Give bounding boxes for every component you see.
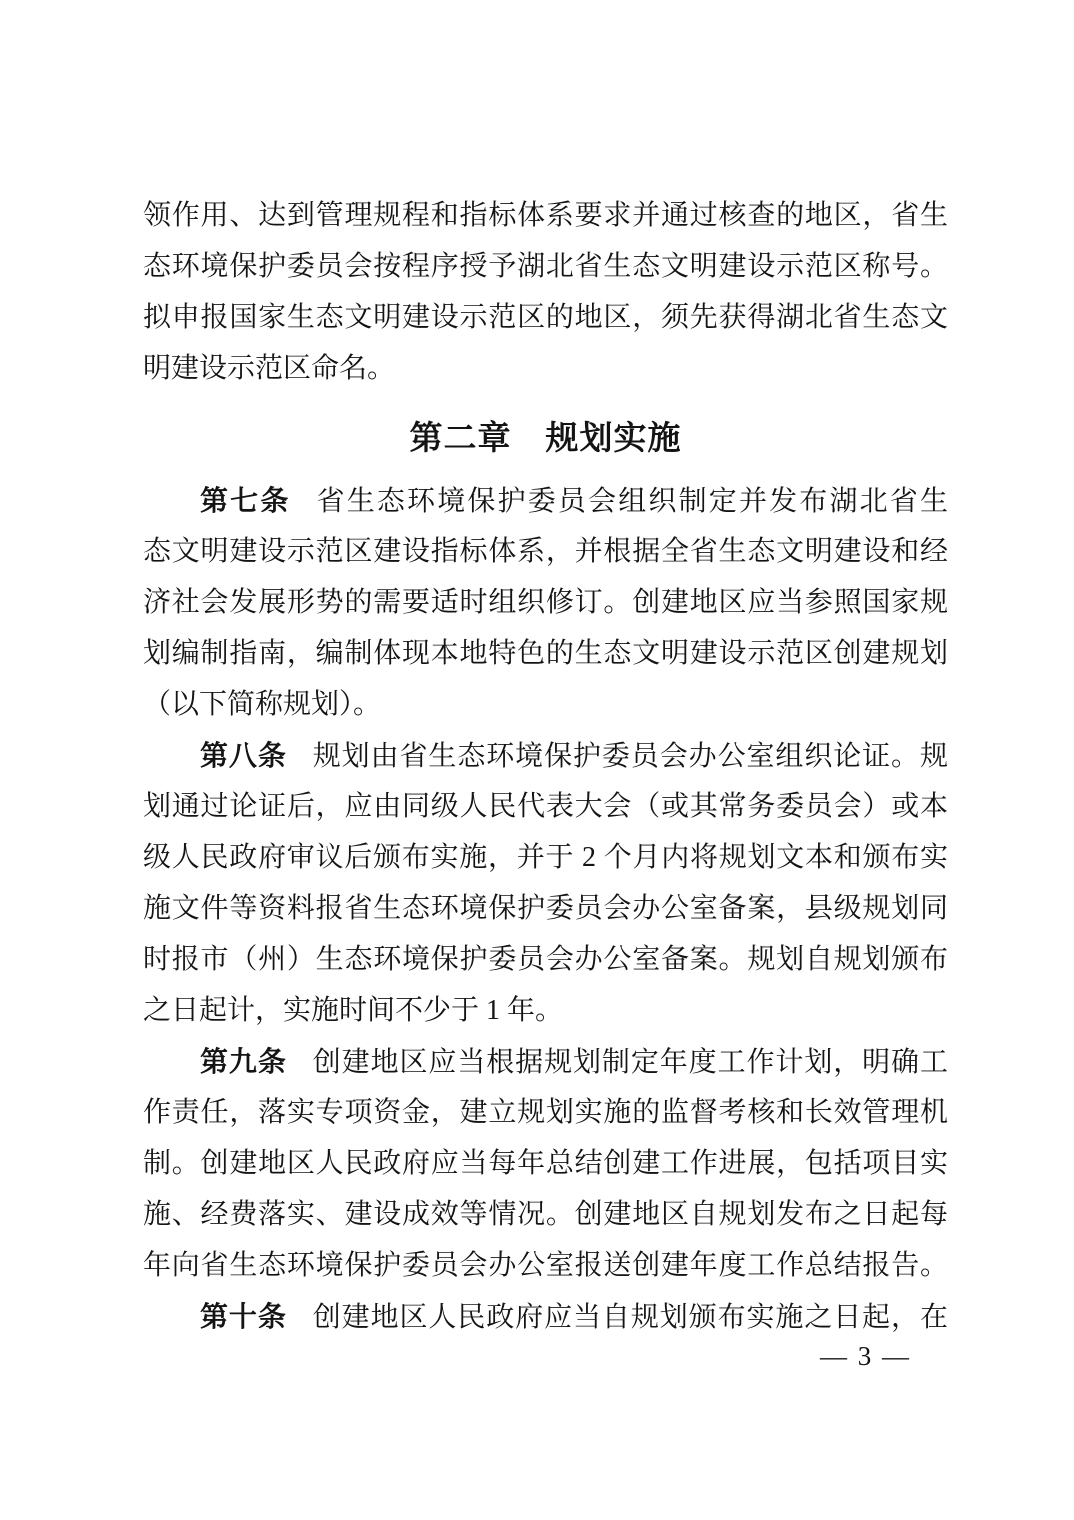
page-number: — 3 — [820,1341,911,1371]
paragraph-line: 年向省生态环境保护委员会办公室报送创建年度工作总结报告。 [143,1250,948,1281]
article-label: 第十条 [200,1301,287,1332]
article-label: 第七条 [200,485,291,516]
article-paragraph-9 [143,1036,948,1291]
paragraph-line: 作责任，落实专项资金，建立规划实施的监督考核和长效管理机 [143,1097,948,1128]
article-text: 省生态环境保护委员会组织制定并发布湖北省生 [316,486,948,517]
paragraph-line: 级人民政府审议后颁布实施，并于 2 个月内将规划文本和颁布实 [143,842,948,873]
paragraph-line: 时报市（州）生态环境保护委员会办公室备案。规划自规划颁布 [143,944,948,975]
chapter-heading: 第二章 规划实施 [409,419,682,456]
paragraph-line: 划编制指南，编制体现本地特色的生态文明建设示范区创建规划 [143,638,948,669]
paragraph-line [143,1036,948,1087]
article-paragraph-10 [143,1291,948,1342]
paragraph-line: 制。创建地区人民政府应当每年总结创建工作进展，包括项目实 [143,1148,948,1179]
paragraph-line: 明建设示范区命名。 [143,353,396,384]
paragraph-line: 领作用、达到管理规程和指标体系要求并通过核查的地区，省生 [143,200,948,231]
article-text: 创建地区应当根据规划制定年度工作计划，明确工 [312,1047,948,1078]
paragraph-line [143,730,948,781]
intro-paragraph [143,190,948,394]
article-paragraph-7 [143,475,948,730]
paragraph-line [143,1291,948,1342]
article-text: 规划由省生态环境保护委员会办公室组织论证。规 [312,741,948,772]
article-label: 第九条 [200,1046,287,1077]
article-label: 第八条 [200,740,287,771]
article-paragraph-8 [143,730,948,1036]
paragraph-line: 划通过论证后，应由同级人民代表大会（或其常务委员会）或本 [143,791,948,822]
paragraph-line [143,475,948,526]
paragraph-line: 拟申报国家生态文明建设示范区的地区，须先获得湖北省生态文 [143,302,948,333]
paragraph-line: 施、经费落实、建设成效等情况。创建地区自规划发布之日起每 [143,1199,948,1230]
paragraph-line: 之日起计，实施时间不少于 1 年。 [143,995,564,1026]
paragraph-line: 态文明建设示范区建设指标体系，并根据全省生态文明建设和经 [143,536,948,567]
paragraph-line: 态环境保护委员会按程序授予湖北省生态文明建设示范区称号。 [143,251,948,282]
article-text: 创建地区人民政府应当自规划颁布实施之日起，在 [312,1302,948,1333]
paragraph-line: （以下简称规划）。 [143,689,382,720]
paragraph-line: 施文件等资料报省生态环境保护委员会办公室备案，县级规划同 [143,893,948,924]
paragraph-line: 济社会发展形势的需要适时组织修订。创建地区应当参照国家规 [143,587,948,618]
